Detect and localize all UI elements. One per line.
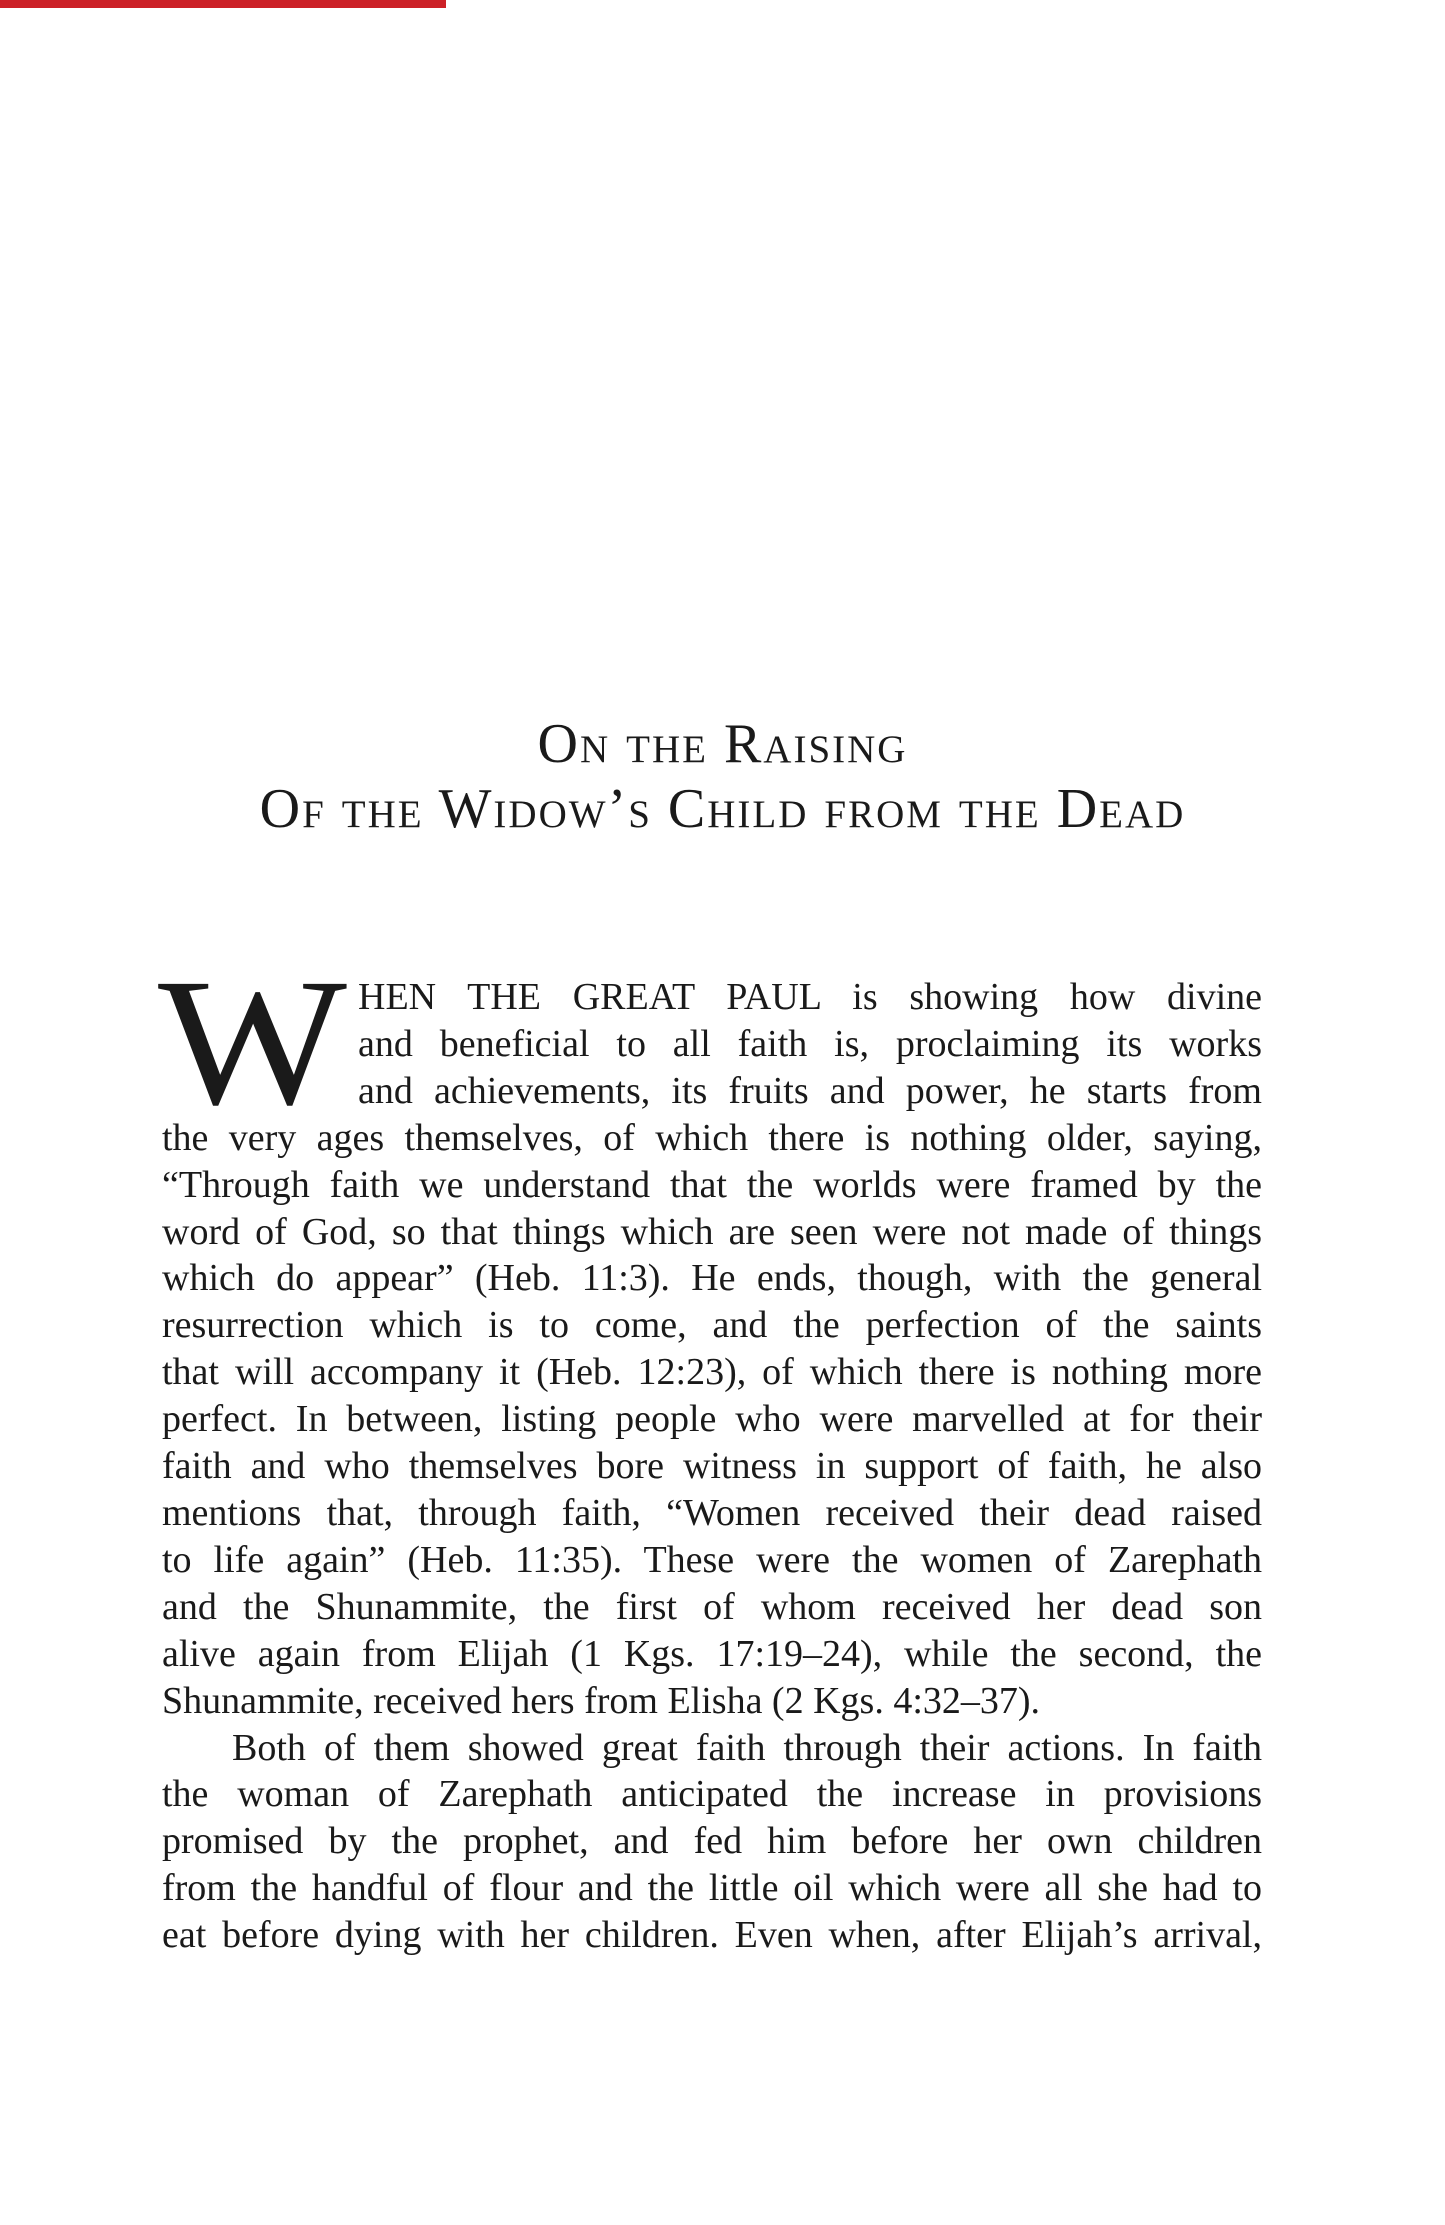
- body-line: promised by the prophet, and fed him before her own children: [162, 1820, 1262, 1863]
- body-line: Both of them showed great faith through their actions. In faith: [232, 1726, 1262, 1769]
- body-line: and achievements, its fruits and power, he starts from: [358, 1069, 1262, 1112]
- body-line: alive again from Elijah (1 Kgs. 17:19–24), while the second, the: [162, 1632, 1262, 1675]
- body-line: word of God, so that things which are seen were not made of things: [162, 1210, 1262, 1253]
- body-line: perfect. In between, listing people who were marvelled at for their: [162, 1398, 1262, 1441]
- body-line: HEN THE GREAT PAUL is showing how divine: [358, 976, 1262, 1018]
- body-line: eat before dying with her children. Even when, after Elijah’s arrival,: [162, 1914, 1262, 1957]
- body-line: to life again” (Heb. 11:35). These were the women of Zarephath: [162, 1538, 1262, 1581]
- body-line: which do appear” (Heb. 11:3). He ends, though, with the general: [162, 1257, 1262, 1300]
- body-line: mentions that, through faith, “Women received their dead raised: [162, 1491, 1262, 1534]
- body-line: faith and who themselves bore witness in support of faith, he also: [162, 1445, 1262, 1488]
- drop-cap: W: [158, 942, 347, 1143]
- chapter-title-line-2: Of the Widow’s Child from the Dead: [259, 778, 1186, 840]
- body-line: Shunammite, received hers from Elisha (2 Kgs. 4:32–37).: [162, 1679, 1041, 1722]
- chapter-title: [0, 712, 1445, 842]
- chapter-title-line-1: On the Raising: [537, 713, 908, 775]
- body-line: the woman of Zarephath anticipated the increase in provisions: [162, 1773, 1262, 1816]
- body-line: and beneficial to all faith is, proclaiming its works: [358, 1022, 1262, 1065]
- body-line: and the Shunammite, the first of whom received her dead son: [162, 1585, 1262, 1628]
- body-line: “Through faith we understand that the worlds were framed by the: [162, 1163, 1262, 1206]
- body-line: that will accompany it (Heb. 12:23), of which there is nothing more: [162, 1351, 1262, 1394]
- top-red-bar: [0, 0, 446, 8]
- body-line: the very ages themselves, of which there is nothing older, saying,: [162, 1116, 1262, 1159]
- body-text: [158, 942, 1262, 1959]
- body-line: from the handful of flour and the little oil which were all she had to: [162, 1867, 1262, 1910]
- body-line: resurrection which is to come, and the perfection of the saints: [162, 1304, 1262, 1347]
